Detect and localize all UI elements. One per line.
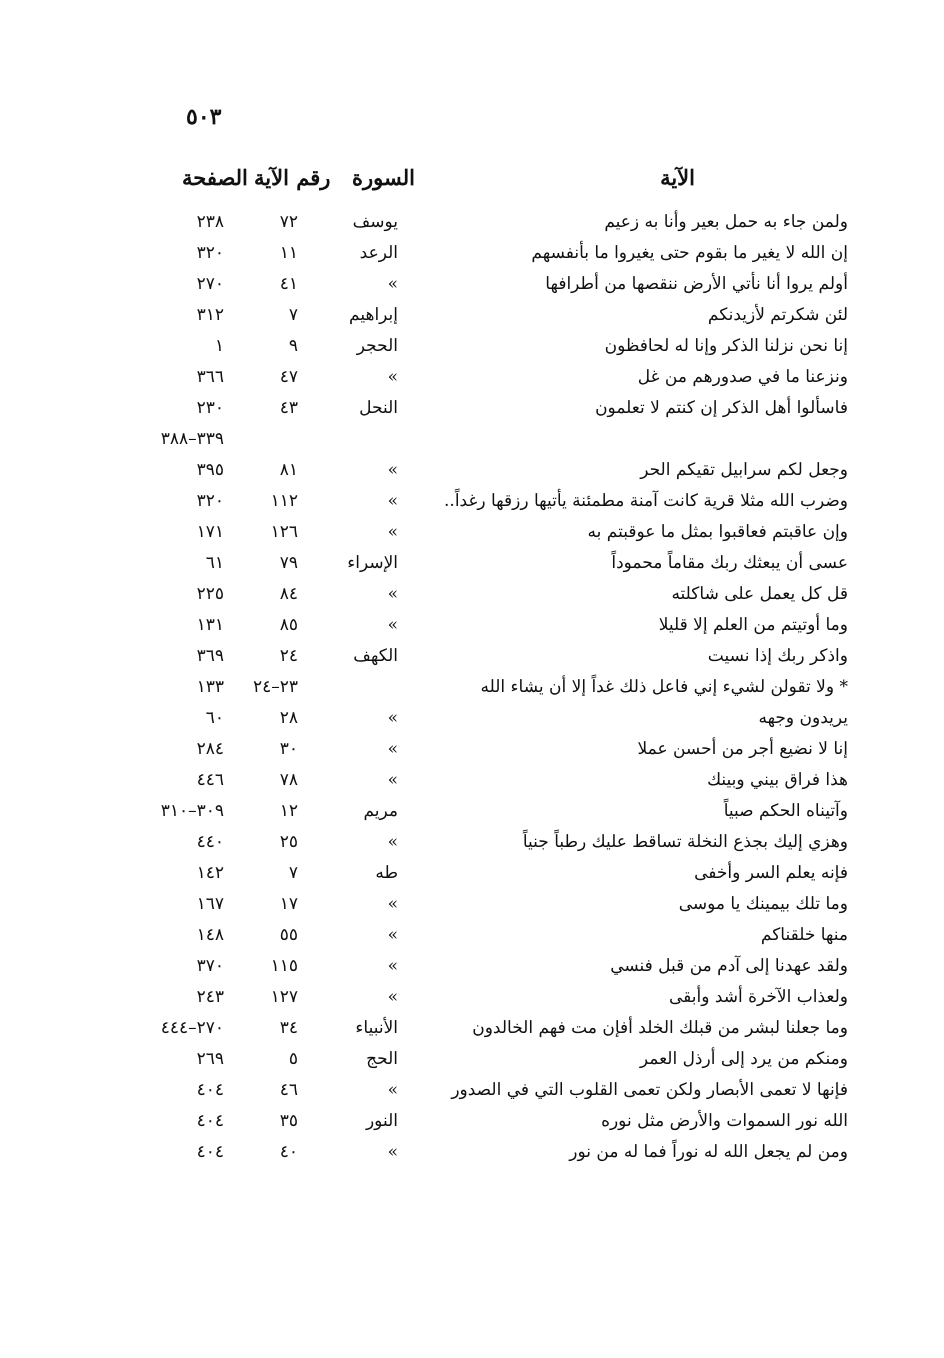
page-ref: ٢٧٠ xyxy=(196,274,224,294)
table-row xyxy=(0,301,944,332)
verse-number: ٥ xyxy=(288,1049,298,1069)
page-ref: ٤٠٤ xyxy=(196,1111,224,1131)
page-ref: ٢٦٩ xyxy=(196,1049,224,1069)
verse-text: ولمن جاء به حمل بعير وأنا به زعيم xyxy=(604,212,848,232)
table-row xyxy=(0,1045,944,1076)
table-row xyxy=(0,797,944,828)
table-row xyxy=(0,1014,944,1045)
page-ref: ٢٣٠ xyxy=(196,398,224,418)
sura-name: » xyxy=(387,367,398,387)
verse-text: * ولا تقولن لشيء إني فاعل ذلك غداً إلا أن يشاء الله xyxy=(480,677,848,697)
verse-text: فإنه يعلم السر وأخفى xyxy=(694,863,848,883)
table-row xyxy=(0,735,944,766)
table-row xyxy=(0,456,944,487)
sura-name: » xyxy=(387,615,398,635)
page-ref: ٢٣٨ xyxy=(196,212,224,232)
table-row xyxy=(0,859,944,890)
verse-text: ولقد عهدنا إلى آدم من قبل فنسي xyxy=(610,956,848,976)
sura-name: » xyxy=(387,274,398,294)
verse-text: وإن عاقبتم فعاقبوا بمثل ما عوقبتم به xyxy=(587,522,848,542)
sura-name: » xyxy=(387,491,398,511)
page-ref: ٢٢٥ xyxy=(196,584,224,604)
verse-text: وضرب الله مثلا قرية كانت آمنة مطمئنة يأتيها رزقها رغداً.. xyxy=(444,491,848,511)
verse-number: ٧٢ xyxy=(279,212,298,232)
verse-number: ٧ xyxy=(288,863,298,883)
sura-name: الحجر xyxy=(356,336,398,356)
sura-name: إبراهيم xyxy=(349,305,398,325)
verse-text: لئن شكرتم لأزيدنكم xyxy=(707,305,848,325)
verse-number: ٨٤ xyxy=(279,584,298,604)
page-ref: ٤٤٠ xyxy=(196,832,224,852)
table-row xyxy=(0,239,944,270)
page-ref: ١٧١ xyxy=(196,522,224,542)
verse-number: ١٢٦ xyxy=(270,522,298,542)
verse-number: ١١ xyxy=(279,243,298,263)
verse-text: ومن لم يجعل الله له نوراً فما له من نور xyxy=(569,1142,848,1162)
verse-number: ٧٨ xyxy=(279,770,298,790)
page-ref: ٣٣٩–٣٨٨ xyxy=(160,429,224,449)
verse-number: ١٢٧ xyxy=(270,987,298,1007)
header-page: الصفحة xyxy=(182,165,248,190)
header-verse: الآية xyxy=(660,165,695,190)
page-ref: ٣١٢ xyxy=(196,305,224,325)
verse-number: ٢٤ xyxy=(279,646,298,666)
page-ref: ٢٨٤ xyxy=(196,739,224,759)
sura-name: يوسف xyxy=(352,212,398,232)
table-row xyxy=(0,642,944,673)
verse-text: وهزي إليك بجذع النخلة تساقط عليك رطباً جنياً xyxy=(522,832,848,852)
sura-name: » xyxy=(387,925,398,945)
page-ref: ٣٠٩–٣١٠ xyxy=(160,801,224,821)
page-ref: ١٦٧ xyxy=(196,894,224,914)
page-ref: ١٣١ xyxy=(196,615,224,635)
sura-name: النور xyxy=(365,1111,398,1131)
verse-text: فإنها لا تعمى الأبصار ولكن تعمى القلوب التي في الصدور xyxy=(451,1080,848,1100)
table-row xyxy=(0,425,944,456)
sura-name: » xyxy=(387,894,398,914)
verse-number: ٢٣–٢٤ xyxy=(252,677,298,697)
sura-name: » xyxy=(387,522,398,542)
verse-number: ١١٥ xyxy=(270,956,298,976)
sura-name: الرعد xyxy=(359,243,398,263)
header-sura: السورة xyxy=(352,165,415,190)
verse-number: ٤٦ xyxy=(279,1080,298,1100)
verse-text: واذكر ربك إذا نسيت xyxy=(707,646,848,666)
verse-text: إن الله لا يغير ما بقوم حتى يغيروا ما بأنفسهم xyxy=(531,243,848,263)
verse-number: ٩ xyxy=(288,336,298,356)
verse-number: ٣٥ xyxy=(279,1111,298,1131)
verse-number: ٢٨ xyxy=(279,708,298,728)
page-ref: ١٣٣ xyxy=(196,677,224,697)
page-ref: ٣٦٩ xyxy=(196,646,224,666)
sura-name: » xyxy=(387,770,398,790)
verse-number: ٤١ xyxy=(279,274,298,294)
sura-name: » xyxy=(387,956,398,976)
page-ref: ٤٠٤ xyxy=(196,1142,224,1162)
verse-number: ٨٥ xyxy=(279,615,298,635)
verse-text: ومنكم من يرد إلى أرذل العمر xyxy=(639,1049,848,1069)
verse-text: وآتيناه الحكم صبياً xyxy=(723,801,848,821)
table-row xyxy=(0,952,944,983)
verse-text: إنا نحن نزلنا الذكر وإنا له لحافظون xyxy=(604,336,848,356)
table-row xyxy=(0,549,944,580)
page-ref: ٣٦٦ xyxy=(196,367,224,387)
page-ref: ١٤٢ xyxy=(196,863,224,883)
verse-number: ٤٣ xyxy=(279,398,298,418)
page-ref: ٣٢٠ xyxy=(196,491,224,511)
verse-number: ٤٧ xyxy=(279,367,298,387)
table-row xyxy=(0,1107,944,1138)
table-row xyxy=(0,983,944,1014)
verse-text: أولم يروا أنا نأتي الأرض ننقصها من أطرافها xyxy=(545,274,848,294)
verse-number: ١١٢ xyxy=(270,491,298,511)
table-row xyxy=(0,363,944,394)
table-row xyxy=(0,332,944,363)
table-row xyxy=(0,1138,944,1169)
verse-number: ٤٠ xyxy=(279,1142,298,1162)
verse-text: وما أوتيتم من العلم إلا قليلا xyxy=(658,615,848,635)
sura-name: » xyxy=(387,584,398,604)
verse-number: ٧٩ xyxy=(279,553,298,573)
verse-text: وجعل لكم سرابيل تقيكم الحر xyxy=(640,460,848,480)
table-row xyxy=(0,704,944,735)
page-ref: ٤٠٤ xyxy=(196,1080,224,1100)
table-header xyxy=(170,165,870,195)
verse-number: ٣٤ xyxy=(279,1018,298,1038)
table-row xyxy=(0,487,944,518)
sura-name: الكهف xyxy=(353,646,398,666)
page-ref: ٦١ xyxy=(205,553,224,573)
table-row xyxy=(0,518,944,549)
verse-text: وما تلك بيمينك يا موسى xyxy=(678,894,848,914)
page-ref: ١٤٨ xyxy=(196,925,224,945)
sura-name: النحل xyxy=(359,398,398,418)
verse-text: قل كل يعمل على شاكلته xyxy=(671,584,848,604)
sura-name: » xyxy=(387,1080,398,1100)
page-ref: ٣٧٠ xyxy=(196,956,224,976)
verse-text: الله نور السموات والأرض مثل نوره xyxy=(601,1111,848,1131)
page-ref: ٣٢٠ xyxy=(196,243,224,263)
verse-number: ٨١ xyxy=(279,460,298,480)
sura-name: » xyxy=(387,708,398,728)
verse-text: عسى أن يبعثك ربك مقاماً محموداً xyxy=(611,553,848,573)
verse-text: إنا لا نضيع أجر من أحسن عملا xyxy=(637,739,848,759)
table-row xyxy=(0,828,944,859)
table-row xyxy=(0,1076,944,1107)
table-row xyxy=(0,270,944,301)
sura-name: » xyxy=(387,987,398,1007)
verse-text: هذا فراق بيني وبينك xyxy=(707,770,848,790)
sura-name: طه xyxy=(375,863,398,883)
verse-number: ٧ xyxy=(288,305,298,325)
verse-number: ٥٥ xyxy=(279,925,298,945)
table-row xyxy=(0,611,944,642)
verse-text: يريدون وجهه xyxy=(758,708,848,728)
sura-name: الإسراء xyxy=(347,553,398,573)
page-ref: ٢٤٣ xyxy=(196,987,224,1007)
verse-text: وما جعلنا لبشر من قبلك الخلد أفإن مت فهم الخالدون xyxy=(472,1018,848,1038)
table-row xyxy=(0,208,944,239)
table-row xyxy=(0,394,944,425)
sura-name: الحج xyxy=(366,1049,398,1069)
sura-name: الأنبياء xyxy=(355,1018,398,1038)
verse-number: ٣٠ xyxy=(279,739,298,759)
sura-name: » xyxy=(387,1142,398,1162)
page-ref: ٣٩٥ xyxy=(196,460,224,480)
page-ref: ١ xyxy=(214,336,224,356)
header-verse-number: رقم الآية xyxy=(254,165,331,190)
table-row xyxy=(0,673,944,704)
table-row xyxy=(0,766,944,797)
verse-number: ١٧ xyxy=(279,894,298,914)
table-row xyxy=(0,890,944,921)
verse-text: فاسألوا أهل الذكر إن كنتم لا تعلمون xyxy=(595,398,848,418)
verse-number: ١٢ xyxy=(279,801,298,821)
page-ref: ٤٤٦ xyxy=(196,770,224,790)
verse-text: ولعذاب الآخرة أشد وأبقى xyxy=(669,987,848,1007)
verse-text: ونزعنا ما في صدورهم من غل xyxy=(637,367,848,387)
table-row xyxy=(0,580,944,611)
sura-name: » xyxy=(387,460,398,480)
verse-number: ٢٥ xyxy=(279,832,298,852)
page-number: ٥٠٣ xyxy=(186,104,222,130)
sura-name: » xyxy=(387,739,398,759)
verse-index-table xyxy=(0,208,944,1169)
page-ref: ٢٧٠–٤٤٤ xyxy=(160,1018,224,1038)
sura-name: مريم xyxy=(363,801,398,821)
table-row xyxy=(0,921,944,952)
verse-text: منها خلقناكم xyxy=(760,925,848,945)
sura-name: » xyxy=(387,832,398,852)
page-ref: ٦٠ xyxy=(205,708,224,728)
